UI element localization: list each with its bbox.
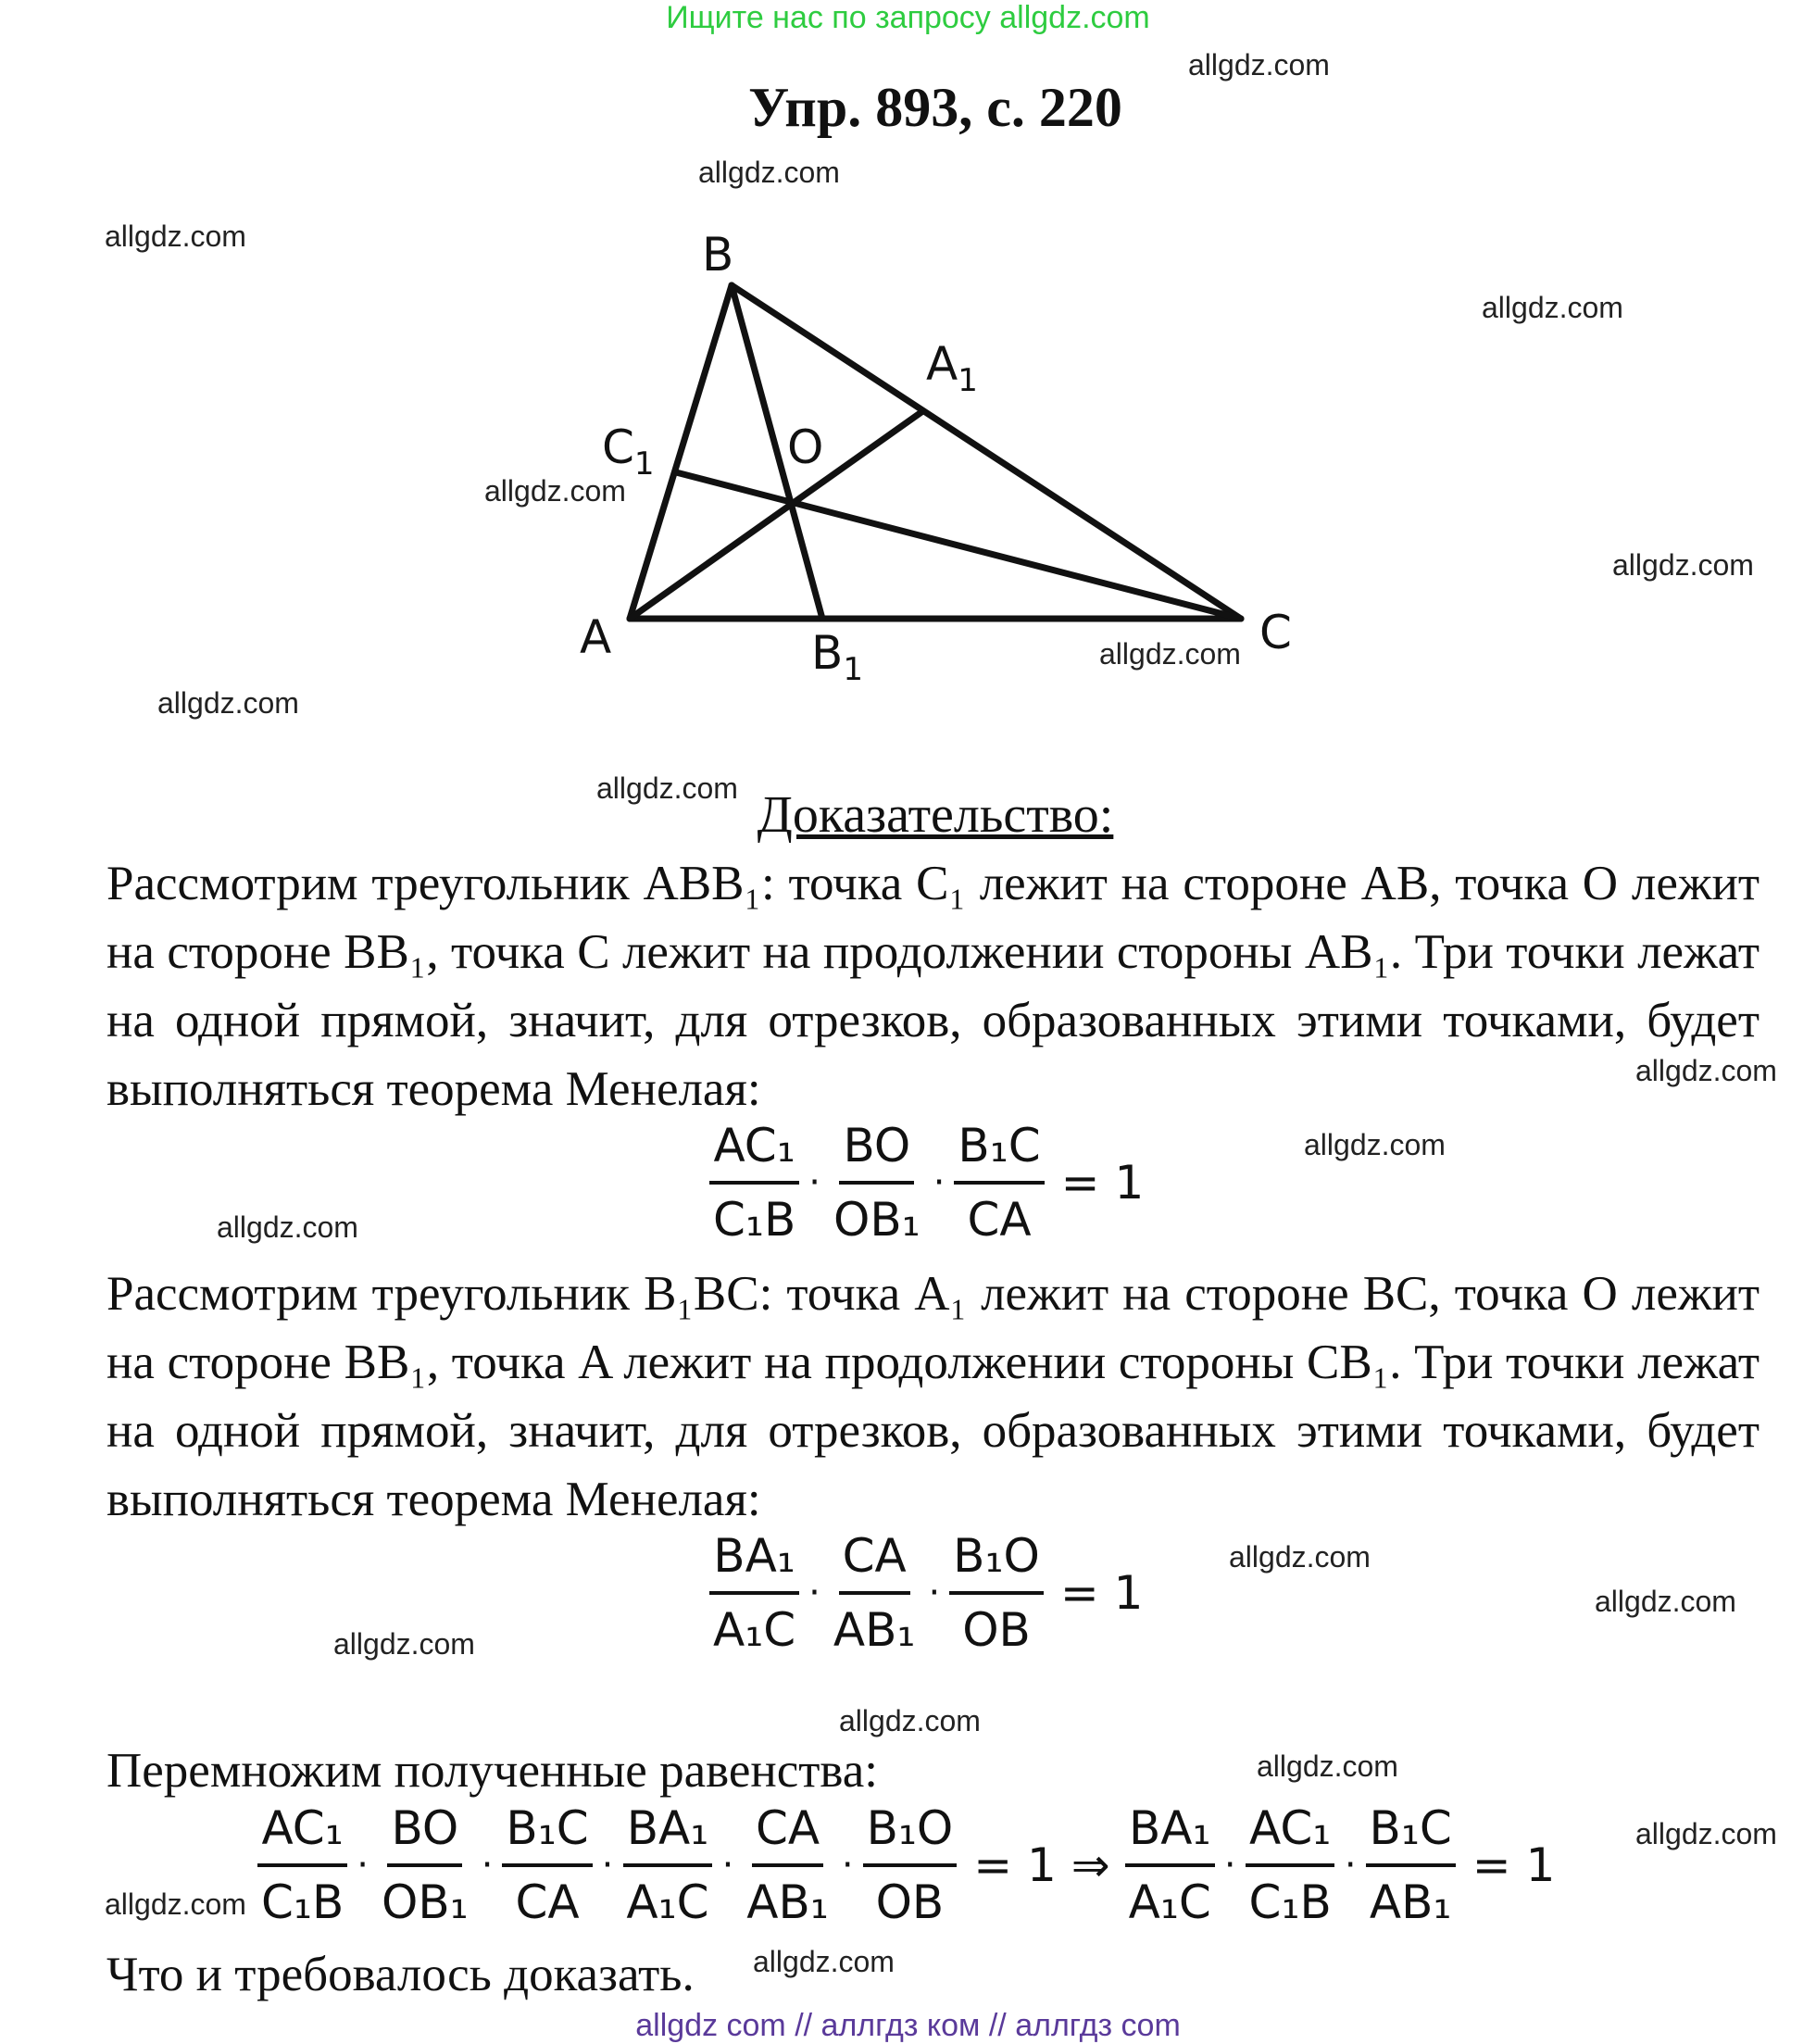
page-title: Упр. 893, с. 220 <box>748 77 1122 138</box>
watermark: allgdz.com <box>839 1704 981 1737</box>
watermark: allgdz.com <box>1304 1128 1446 1161</box>
fraction: $\frac{\text{AC₁}}{\text{C₁B}}$ <box>709 1116 799 1249</box>
fraction: $\frac{\text{BA₁}}{\text{A₁C}}$ <box>1125 1799 1215 1932</box>
watermark: allgdz.com <box>1635 1054 1777 1087</box>
fraction: $\frac{\text{BA₁}}{\text{A₁C}}$ <box>622 1799 712 1932</box>
watermark: allgdz.com <box>753 1945 895 1978</box>
watermark: allgdz.com <box>1595 1585 1736 1618</box>
fraction: $\frac{\text{AC₁}}{\text{C₁B}}$ <box>257 1799 347 1932</box>
watermark: allgdz.com <box>596 771 738 805</box>
watermark: allgdz.com <box>157 686 299 720</box>
watermark: allgdz.com <box>105 219 246 253</box>
label-c: C <box>1259 606 1292 659</box>
fraction: $\frac{CA}{\text{AB₁}}$ <box>743 1799 833 1932</box>
watermark: allgdz.com <box>1482 291 1623 324</box>
watermark: allgdz.com <box>1099 637 1241 671</box>
label-o: O <box>787 420 824 474</box>
label-b1: $B_1$ <box>811 626 863 688</box>
watermark: allgdz.com <box>333 1627 475 1661</box>
fraction: $\frac{\text{B₁C}}{\text{AB₁}}$ <box>1366 1799 1456 1932</box>
triangle-figure <box>556 213 1352 704</box>
equation-1: $\frac{\text{AC₁}}{\text{C₁B}}$ · $\frac{BO}{\text{OB₁}}$ · $\frac{\text{B₁C}}{CA}$ = 1 <box>704 1116 1144 1249</box>
search-banner: Ищите нас по запросу allgdz.com <box>666 0 1150 35</box>
watermark: allgdz.com <box>217 1210 358 1244</box>
watermark: allgdz.com <box>1188 48 1330 82</box>
fraction: $\frac{\text{B₁C}}{CA}$ <box>954 1116 1044 1249</box>
label-c1: $C_1$ <box>602 420 655 483</box>
label-a: A <box>580 610 612 664</box>
paragraph-1: Рассмотрим треугольник ABB₁: точка C₁ лежит на стороне AB, точка O лежит на стороне BB₁, точка C лежит на продолжении стороны AB₁. Три точки лежат на одной прямой, значит, для отрезков, образованных этими точками, будет выполняться теорема Менелая: <box>106 857 1760 1116</box>
watermark: allgdz.com <box>1257 1749 1398 1783</box>
fraction: $\frac{\text{B₁C}}{CA}$ <box>502 1799 592 1932</box>
watermark: allgdz.com <box>1635 1817 1777 1850</box>
paragraph-2: Рассмотрим треугольник B₁BC: точка A₁ лежит на стороне BC, точка O лежит на стороне BB₁, точка A лежит на продолжении стороны CB₁. Три точки лежат на одной прямой, значит, для отрезков, образованных этими точками, будет выполняться теорема Менелая: <box>106 1267 1760 1526</box>
paragraph-4: Что и требовалось доказать. <box>106 1948 695 2001</box>
equation-3: $\frac{\text{AC₁}}{\text{C₁B}}$ · $\frac{BO}{\text{OB₁}}$ · $\frac{\text{B₁C}}{CA}$ · $\frac{\text{BA₁}}{\text{A₁C}}$ · $\frac{CA}{\text{AB₁}}$ · $\frac{\text{B₁O}}{OB}$ = 1 ⇒ $\frac{\text{BA₁}}{\text{A₁C}}$ · $\frac{\text{AC₁}}{\text{C₁B}}$ · $\frac{\text{B₁C}}{\text{AB₁}}$ = 1 <box>252 1799 1555 1932</box>
paragraph-3: Перемножим полученные равенства: <box>106 1744 878 1798</box>
fraction: $\frac{BO}{\text{OB₁}}$ <box>830 1116 924 1249</box>
fraction: $\frac{\text{B₁O}}{OB}$ <box>863 1799 958 1932</box>
fraction: $\frac{\text{B₁O}}{OB}$ <box>949 1526 1044 1660</box>
fraction: $\frac{CA}{\text{AB₁}}$ <box>830 1526 920 1660</box>
equation-2: $\frac{\text{BA₁}}{\text{A₁C}}$ · $\frac{CA}{\text{AB₁}}$ · $\frac{\text{B₁O}}{OB}$ = 1 <box>704 1526 1143 1660</box>
watermark: allgdz.com <box>105 1887 246 1921</box>
footer-links: allgdz com // аллгдз ком // аллгдз com <box>635 2008 1181 2043</box>
watermark: allgdz.com <box>1612 548 1754 582</box>
fraction: $\frac{BO}{\text{OB₁}}$ <box>378 1799 472 1932</box>
watermark: allgdz.com <box>698 156 840 189</box>
cevian-cc1 <box>676 472 1241 619</box>
watermark: allgdz.com <box>484 474 626 508</box>
proof-heading: Доказательство: <box>757 786 1114 844</box>
label-a1: $A_1$ <box>926 337 978 399</box>
watermark: allgdz.com <box>1229 1540 1371 1574</box>
fraction: $\frac{\text{BA₁}}{\text{A₁C}}$ <box>709 1526 799 1660</box>
label-b: B <box>702 228 734 282</box>
fraction: $\frac{\text{AC₁}}{\text{C₁B}}$ <box>1246 1799 1335 1932</box>
